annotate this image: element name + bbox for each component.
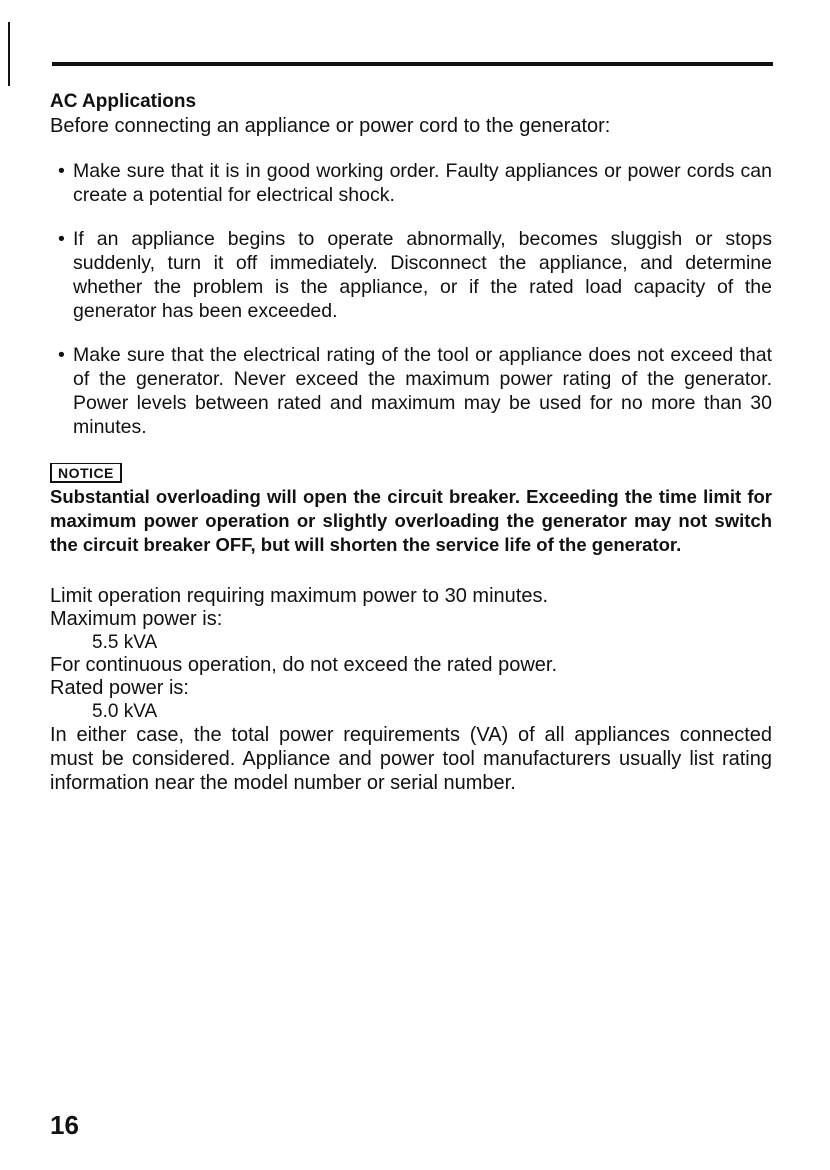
precaution-list bbox=[50, 159, 772, 439]
notice-label: NOTICE bbox=[50, 463, 122, 483]
bullet-marker: • bbox=[58, 160, 65, 182]
notice-text: Substantial overloading will open the circuit breaker. Exceeding the time limit for maximum power operation or slightly overloading the generator may not switch the circuit breaker OFF, but will shorten the service life of the generator. bbox=[50, 486, 772, 555]
list-item bbox=[50, 227, 772, 323]
list-item-text: If an appliance begins to operate abnormally, becomes sluggish or stops suddenly, turn it off immediately. Disconnect the appliance, and determine whether the problem is the appliance, or if the rated load capacity of the generator has been exceeded. bbox=[73, 228, 772, 322]
margin-mark bbox=[8, 22, 10, 86]
closing-text: In either case, the total power requirements (VA) of all appliances connected must be considered. Appliance and power tool manufacturers usually list rating information near the model number or serial number. bbox=[50, 724, 772, 794]
section-intro: Before connecting an appliance or power cord to the generator: bbox=[50, 115, 611, 137]
rated-power-label: Rated power is: bbox=[50, 677, 189, 699]
list-item bbox=[50, 343, 772, 439]
max-power-label: Maximum power is: bbox=[50, 608, 223, 630]
rated-power-value: 5.0 kVA bbox=[92, 701, 158, 722]
bullet-marker: • bbox=[58, 228, 65, 250]
limit-text: Limit operation requiring maximum power to 30 minutes. bbox=[50, 585, 548, 607]
power-specs bbox=[50, 585, 772, 795]
section-title: AC Applications bbox=[50, 91, 197, 112]
bullet-marker: • bbox=[58, 344, 65, 366]
continuous-text: For continuous operation, do not exceed the rated power. bbox=[50, 654, 558, 676]
header-rule bbox=[52, 62, 773, 66]
list-item-text: Make sure that the electrical rating of the tool or appliance does not exceed that of the generator. Never exceed the maximum power rating of the generator. Power levels between rated and maximum may be used for no more than 30 minutes. bbox=[73, 344, 772, 438]
page-number: 16 bbox=[50, 1110, 79, 1140]
max-power-value: 5.5 kVA bbox=[92, 632, 158, 653]
list-item-text: Make sure that it is in good working order. Faulty appliances or power cords can create a potential for electrical shock. bbox=[73, 160, 772, 206]
page-content bbox=[50, 90, 772, 795]
list-item bbox=[50, 159, 772, 207]
notice-block bbox=[50, 459, 772, 557]
